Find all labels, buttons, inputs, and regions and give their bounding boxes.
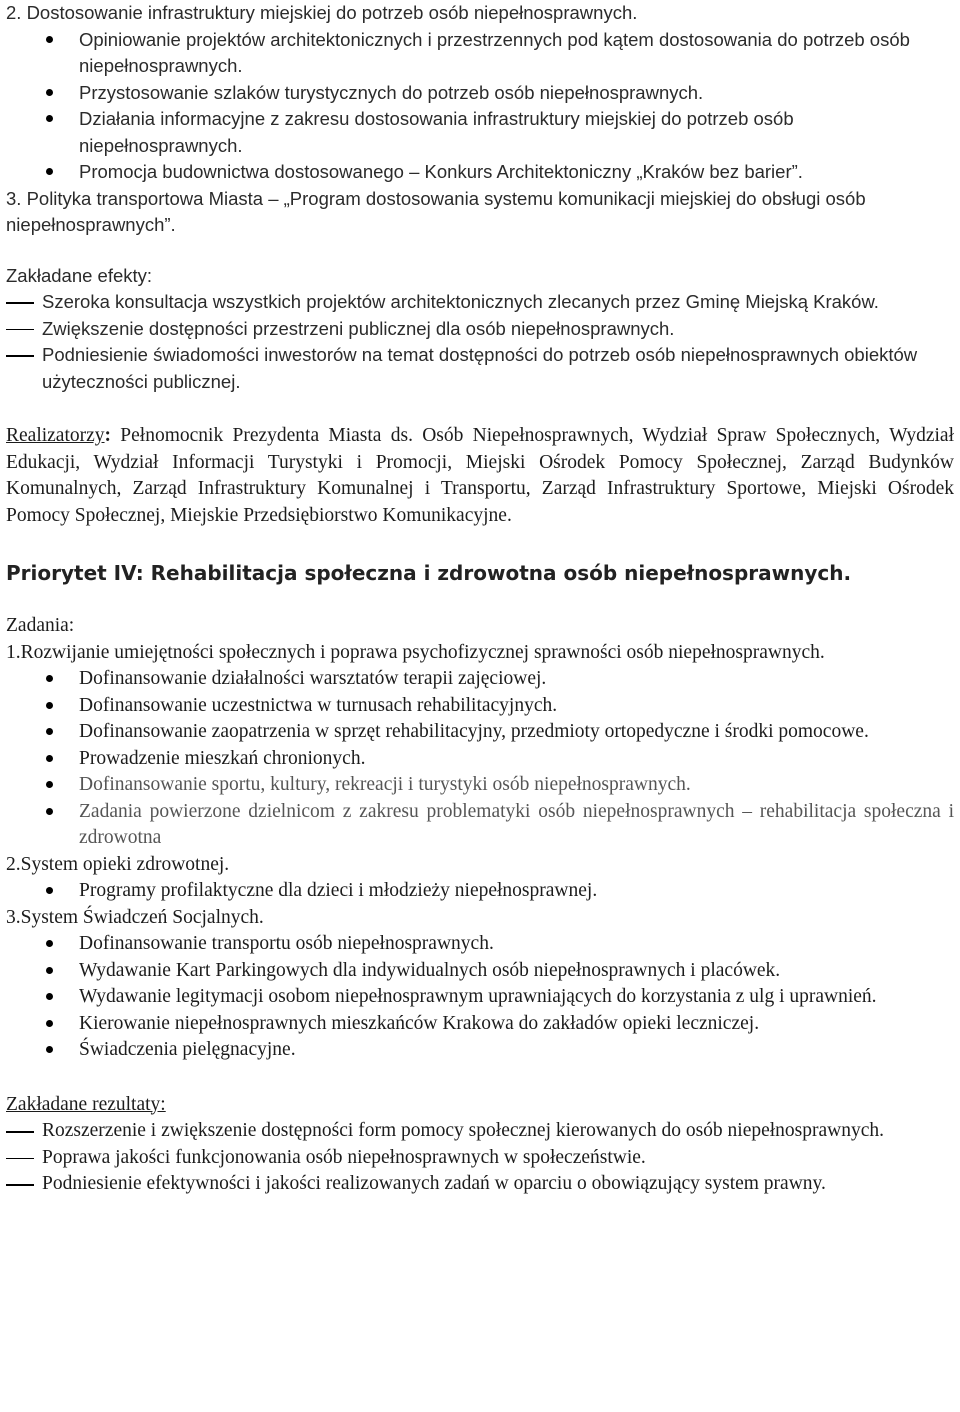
results-label: Zakładane rezultaty: (6, 1093, 166, 1115)
list-item: Dofinansowanie działalności warsztatów terapii zajęciowej. (6, 666, 954, 693)
effects-label: Zakładane efekty: (6, 264, 153, 286)
task-2-list (6, 878, 954, 905)
task-1-title: 1.Rozwijanie umiejętności społecznych i poprawa psychofizycznej sprawności osób niepełnosprawnych. (6, 641, 825, 663)
results-list (6, 1118, 954, 1198)
section-2-list (6, 27, 954, 186)
list-item: Dofinansowanie uczestnictwa w turnusach rehabilitacyjnych. (6, 693, 954, 720)
list-item: Opiniowanie projektów architektonicznych i przestrzennych pod kątem dostosowania do potrzeb osób niepełnosprawnych. (6, 27, 954, 80)
list-item: Podniesienie efektywności i jakości realizowanych zadań w oparciu o obowiązujący system prawny. (6, 1171, 954, 1198)
list-item: Wydawanie Kart Parkingowych dla indywidualnych osób niepełnosprawnych i placówek. (6, 958, 954, 985)
list-item: Świadczenia pielęgnacyjne. (6, 1037, 954, 1064)
section-2-title: 2. Dostosowanie infrastruktury miejskiej do potrzeb osób niepełnosprawnych. (6, 2, 638, 23)
list-item: Programy profilaktyczne dla dzieci i młodzieży niepełnosprawnej. (6, 878, 954, 905)
list-item: Prowadzenie mieszkań chronionych. (6, 746, 954, 773)
task-3-list (6, 931, 954, 1064)
list-item: Poprawa jakości funkcjonowania osób niepełnosprawnych w społeczeństwie. (6, 1145, 954, 1172)
tasks-label: Zadania: (6, 615, 75, 636)
task-2-title: 2.System opieki zdrowotnej. (6, 853, 230, 875)
list-item: Zadania powierzone dzielnicom z zakresu problematyki osób niepełnosprawnych – rehabilitacja społeczna i zdrowotna (6, 799, 954, 852)
list-item: Działania informacyjne z zakresu dostosowania infrastruktury miejskiej do potrzeb osób niepełnosprawnych. (6, 106, 954, 159)
list-item: Szeroka konsultacja wszystkich projektów architektonicznych zlecanych przez Gminę Miejską Kraków. (6, 289, 954, 316)
realizers-paragraph (6, 423, 954, 529)
section-3-title: 3. Polityka transportowa Miasta – „Program dostosowania systemu komunikacji miejskiej do obsługi osób niepełnosprawnych”. (6, 187, 866, 235)
priority-heading: Priorytet IV: Rehabilitacja społeczna i zdrowotna osób niepełnosprawnych. (6, 561, 852, 585)
realizers-colon: : (104, 425, 112, 446)
list-item: Promocja budownictwa dostosowanego – Konkurs Architektoniczny „Kraków bez barier”. (6, 159, 954, 186)
list-item: Kierowanie niepełnosprawnych mieszkańców Krakowa do zakładów opieki leczniczej. (6, 1011, 954, 1038)
list-item: Dofinansowanie transportu osób niepełnosprawnych. (6, 931, 954, 958)
list-item: Dofinansowanie zaopatrzenia w sprzęt rehabilitacyjny, przedmioty ortopedyczne i środki pomocowe. (6, 719, 954, 746)
task-1-list (6, 666, 954, 852)
list-item: Dofinansowanie sportu, kultury, rekreacji i turystyki osób niepełnosprawnych. (6, 772, 954, 799)
effects-list (6, 289, 954, 395)
list-item: Przystosowanie szlaków turystycznych do potrzeb osób niepełnosprawnych. (6, 80, 954, 107)
task-3-title: 3.System Świadczeń Socjalnych. (6, 906, 264, 928)
list-item: Podniesienie świadomości inwestorów na temat dostępności do potrzeb osób niepełnosprawnych obiektów użyteczności publicznej. (6, 342, 954, 395)
list-item: Rozszerzenie i zwiększenie dostępności form pomocy społecznej kierowanych do osób niepełnosprawnych. (6, 1118, 954, 1145)
realizers-label: Realizatorzy (6, 425, 105, 446)
list-item: Wydawanie legitymacji osobom niepełnosprawnym uprawniających do korzystania z ulg i uprawnień. (6, 984, 954, 1011)
list-item: Zwiększenie dostępności przestrzeni publicznej dla osób niepełnosprawnych. (6, 316, 954, 343)
realizers-text: Pełnomocnik Prezydenta Miasta ds. Osób Niepełnosprawnych, Wydział Spraw Społecznych, Wydział Edukacji, Wydział Informacji Turystyki i Promocji, Miejski Ośrodek Pomocy Społecznej, Zarząd Budynków Komunalnych, Zarząd Infrastruktury Komunalnej i Transportu, Zarząd Infrastruktury Sportowe, Miejski Ośrodek Pomocy Społecznej, Miejskie Przedsiębiorstwo Komunikacyjne. (6, 425, 954, 526)
